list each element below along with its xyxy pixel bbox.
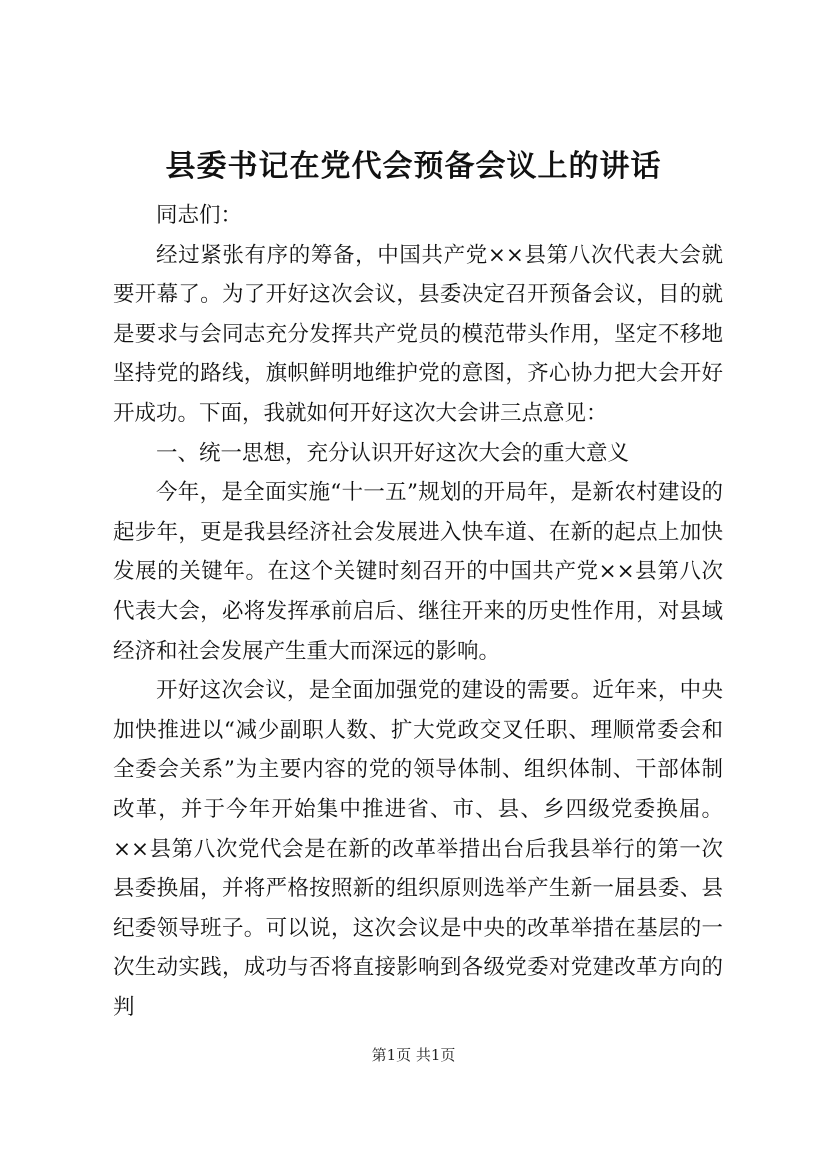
page-number-footer: 第1页 共1页 xyxy=(371,1046,456,1064)
paragraph-intro: 经过紧张有序的筹备，中国共产党××县第八次代表大会就要开幕了。为了开好这次会议，县委决定召开预备会议，目的就是要求与会同志充分发挥共产党员的模范带头作用，坚定不移地坚持党的路线，旗帜鲜明地维护党的意图，齐心协力把大会开好开成功。下面，我就如何开好这次大会讲三点意见： xyxy=(113,242,723,426)
document-body xyxy=(113,196,723,1027)
document-title: 县委书记在党代会预备会议上的讲话 xyxy=(165,149,662,184)
salutation: 同志们： xyxy=(156,203,243,228)
paragraph-significance: 今年，是全面实施“十一五”规划的开局年，是新农村建设的起步年，更是我县经济社会发展进入快车道、在新的起点上加快发展的关键年。在这个关键时刻召开的中国共产党××县第八次代表大会，必将发挥承前启后、继往开来的历史性作用，对县域经济和社会发展产生重大而深远的影响。 xyxy=(113,480,723,664)
paragraph-party-building: 开好这次会议，是全面加强党的建设的需要。近年来，中央加快推进以“减少副职人数、扩大党政交叉任职、理顺常委会和全委会关系”为主要内容的党的领导体制、组织体制、干部体制改革，并于今年开始集中推进省、市、县、乡四级党委换届。××县第八次党代会是在新的改革举措出台后我县举行的第一次县委换届，并将严格按照新的组织原则选举产生新一届县委、县纪委领导班子。可以说，这次会议是中央的改革举措在基层的一次生动实践，成功与否将直接影响到各级党委对党建改革方向的判 xyxy=(113,678,723,1020)
section-heading-1: 一、统一思想，充分认识开好这次大会的重大意义 xyxy=(156,440,630,466)
